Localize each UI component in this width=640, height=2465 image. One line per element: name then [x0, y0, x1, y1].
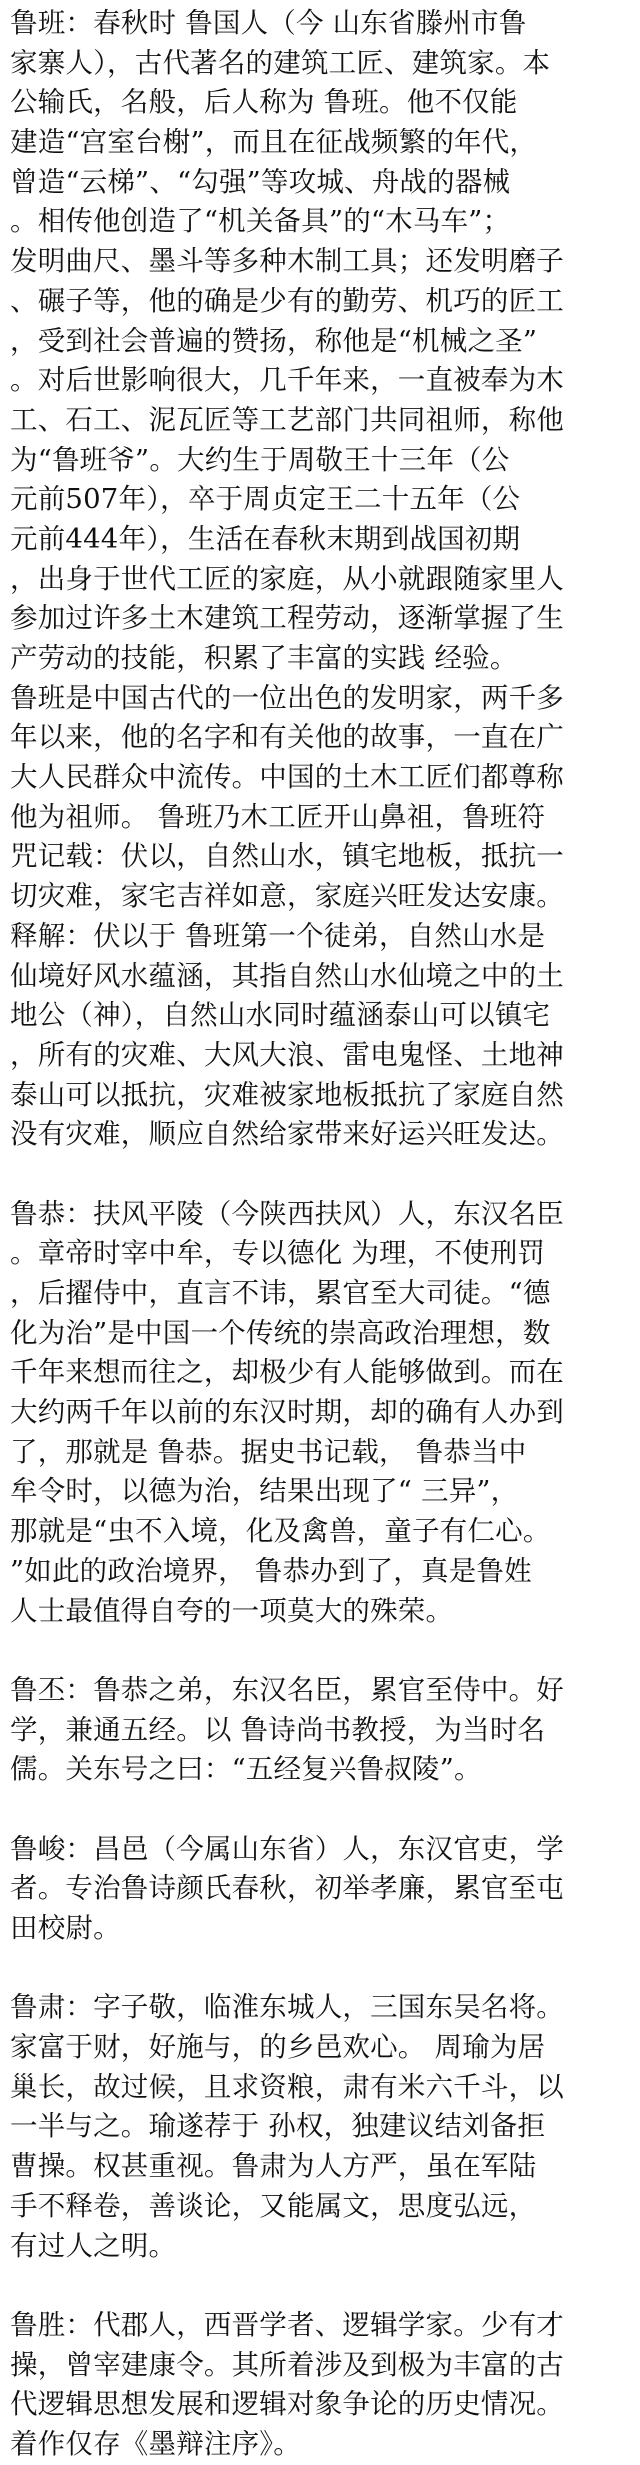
paragraph-gap [10, 1949, 630, 1989]
text-line: 鲁丕：鲁恭之弟，东汉名臣，累官至侍中。好 [10, 1673, 564, 1706]
text-line: 千年来想而往之，却极少有人能够做到。而在 [10, 1356, 564, 1389]
text-line: 。章帝时宰中牟，专以德化 为理，不使刑罚 [10, 1237, 546, 1270]
text-line: 学，兼通五经。以 鲁诗尚书教授，为当时名 [10, 1713, 546, 1746]
text-line: 鲁恭：扶风平陵（今陕西扶风）人，东汉名臣 [10, 1197, 564, 1230]
text-line: 那就是“虫不入境，化及禽兽，童子有仁心。 [10, 1515, 551, 1548]
text-line: 产劳动的技能，积累了丰富的实践 经验。 [10, 642, 518, 674]
text-line: 工、石工、泥瓦匠等工艺部门共同祖师，称他 [10, 403, 564, 436]
text-line: 了，那就是 鲁恭。据史书记载， 鲁恭当中 [10, 1435, 527, 1468]
paragraph-gap [10, 1631, 630, 1671]
text-line: 曾造“云梯”、“勾强”等攻城、舟战的器械 [10, 165, 511, 198]
text-line: 发明曲尺、墨斗等多种木制工具；还发明磨子 [10, 245, 564, 278]
text-line: 有过人之明。 [10, 2229, 177, 2262]
text-line: 地公（神），自然山水同时蕴涵泰山可以镇宅 [10, 999, 551, 1032]
text-line: 。对后世影响很大，几千年来，一直被奉为木 [10, 364, 564, 397]
text-line: 大人民群众中流传。中国的土木工匠们都尊称 [10, 761, 564, 794]
text-line: 为“鲁班爷”。大约生于周敬王十三年（公 [10, 443, 510, 476]
text-line: 没有灾难，顺应自然给家带来好运兴旺发达。 [10, 1118, 564, 1151]
text-line: 大约两千年以前的东汉时期，却的确有人办到 [10, 1396, 564, 1429]
text-line: 参加过许多土木建筑工程劳动，逐渐掌握了生 [10, 602, 564, 635]
text-line: 泰山可以抵抗，灾难被家地板抵抗了家庭自然 [10, 1078, 564, 1111]
text-line: 巢长，故过候，且求资粮，肃有米六千斗，以 [10, 2070, 564, 2103]
text-line: 者。专治鲁诗颜氏春秋，初举孝廉，累官至屯 [10, 1872, 564, 1905]
text-line: 他为祖师。 鲁班乃木工匠开山鼻祖，鲁班符 [10, 800, 546, 833]
text-line: 鲁峻：昌邑（今属山东省）人，东汉官吏，学 [10, 1832, 564, 1865]
text-line: 仙境好风水蕴涵，其指自然山水仙境之中的土 [10, 959, 564, 992]
text-line: 。相传他创造了“机关备具”的“木马车”； [10, 205, 511, 238]
paragraph-gap [10, 1790, 630, 1830]
text-line: 田校尉。 [10, 1912, 121, 1944]
text-line: 年以来，他的名字和有关他的故事，一直在广 [10, 721, 564, 754]
text-line: 牟令时，以德为治，结果出现了“ 三异”， [10, 1475, 519, 1508]
text-line: 曹操。权甚重视。鲁肃为人方严，虽在军陆 [10, 2150, 537, 2183]
text-line: 家寨人），古代著名的建筑工匠、建筑家。本 [10, 46, 551, 79]
text-line: 鲁班：春秋时 鲁国人（今 山东省滕州市鲁 [10, 7, 527, 39]
text-line: 建造“宫室台榭”，而且在征战频繁的年代， [10, 126, 538, 159]
text-line: 儒。关东号之曰：“五经复兴鲁叔陵”。 [10, 1753, 482, 1786]
text-line: 家富于财，好施与，的乡邑欢心。 周瑜为居 [10, 2031, 546, 2064]
text-line: 操，曾宰建康令。其所着涉及到极为丰富的古 [10, 2348, 564, 2381]
text-line: 一半与之。瑜遂荐于 孙权，独建议结刘备拒 [10, 2110, 546, 2143]
text-line: ，所有的灾难、大风大浪、雷电鬼怪、土地神 [10, 1038, 564, 1071]
text-line: ，后擢侍中，直言不讳，累官至大司徒。“德 [10, 1277, 551, 1309]
text-line: 代逻辑思想发展和逻辑对象争论的历史情况。 [10, 2388, 564, 2421]
text-line: 切灾难，家宅吉祥如意，家庭兴旺发达安康。 [10, 880, 564, 913]
text-line: 元前444年），生活在春秋末期到战国初期 [10, 522, 521, 555]
text-line: 释解：伏以于 鲁班第一个徒弟，自然山水是 [10, 919, 546, 952]
text-line: 手不释卷，善谈论，又能属文，思度弘远， [10, 2189, 537, 2222]
paragraph-gap [10, 2266, 630, 2306]
text-line: 咒记载：伏以，自然山水，镇宅地板，抵抗一 [10, 840, 564, 873]
text-line: 、碾子等，他的确是少有的勤劳、机巧的匠工 [10, 284, 564, 317]
text-line: 人士最值得自夸的一项莫大的殊荣。 [10, 1594, 454, 1627]
text-line: ，受到社会普遍的赞扬，称他是“机械之圣” [10, 324, 538, 357]
text-line: 鲁胜：代郡人，西晋学者、逻辑学家。少有才 [10, 2308, 564, 2341]
paragraph-gap [10, 1155, 630, 1195]
text-line: 鲁班是中国古代的一位出色的发明家，两千多 [10, 681, 564, 714]
text-line: 鲁肃：字子敬，临淮东城人，三国东吴名将。 [10, 1991, 564, 2024]
text-line: 化为治”是中国一个传统的崇高政治理想，数 [10, 1316, 551, 1349]
text-line: 着作仅存《墨辩注序》。 [10, 2427, 301, 2460]
text-line: 元前507年），卒于周贞定王二十五年（公 [10, 483, 521, 516]
text-line: ”如此的政治境界， 鲁恭办到了，真是鲁姓 [10, 1554, 532, 1587]
text-line: 公输氏，名般，后人称为 鲁班。他不仅能 [10, 86, 518, 119]
text-line: ，出身于世代工匠的家庭，从小就跟随家里人 [10, 562, 564, 595]
